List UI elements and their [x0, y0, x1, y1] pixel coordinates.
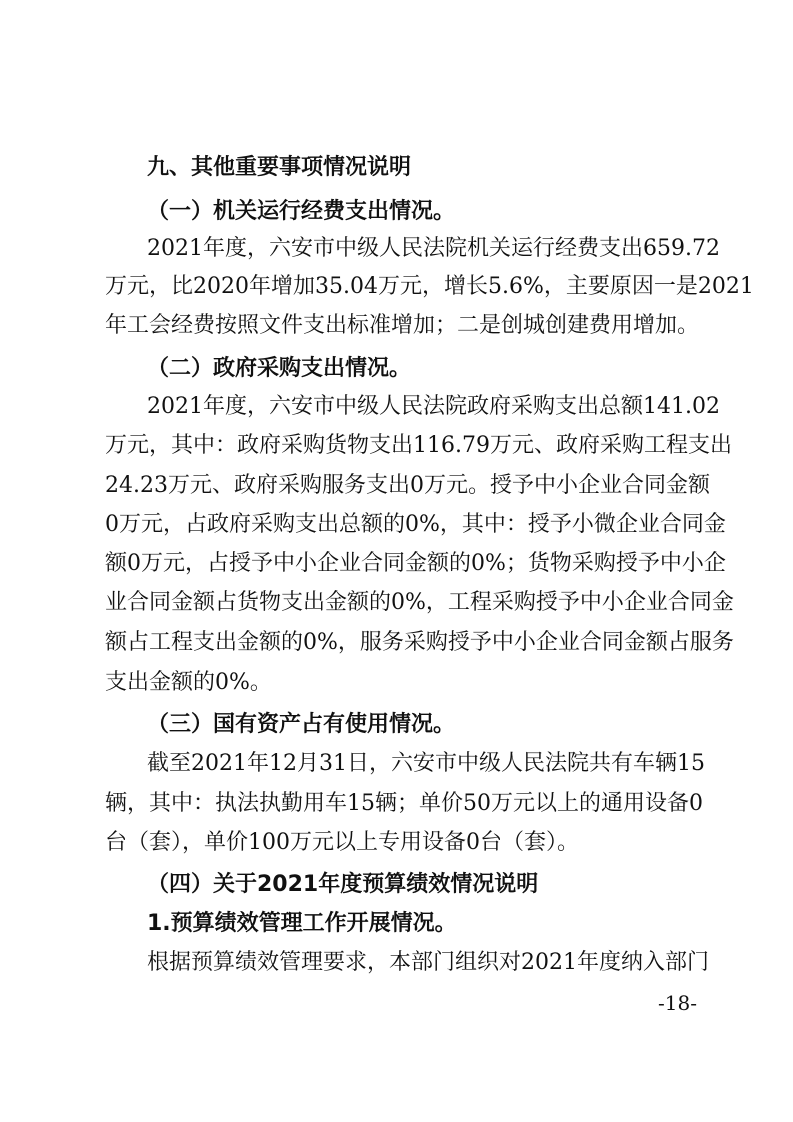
paragraph-line: 万元，其中：政府采购货物支出116.79万元、政府采购工程支出	[105, 433, 732, 458]
paragraph-line: 额0万元，占授予中小企业合同金额的0%；货物采购授予中小企	[105, 551, 726, 576]
section-heading-9: 九、其他重要事项情况说明	[147, 155, 412, 180]
paragraph-line: 万元，比2020年增加35.04万元，增长5.6%，主要原因一是2021	[105, 274, 754, 299]
paragraph-line: 年工会经费按照文件支出标准增加；二是创城创建费用增加。	[105, 313, 700, 338]
paragraph-line: 业合同金额占货物支出金额的0%，工程采购授予中小企业合同金	[105, 590, 734, 615]
paragraph-line: 0万元，占政府采购支出总额的0%，其中：授予小微企业合同金	[105, 512, 726, 537]
paragraph-line: 24.23万元、政府采购服务支出0万元。授予中小企业合同金额	[105, 473, 710, 498]
paragraph-line: 支出金额的0%。	[105, 670, 272, 695]
paragraph-line: 台（套），单价100万元以上专用设备0台（套）。	[105, 830, 579, 855]
paragraph-line: 额占工程支出金额的0%，服务采购授予中小企业合同金额占服务	[105, 630, 734, 655]
subheading-4: （四）关于2021年度预算绩效情况说明	[147, 872, 539, 897]
subheading-3: （三）国有资产占有使用情况。	[147, 712, 456, 737]
paragraph-line: 辆，其中：执法执勤用车15辆；单价50万元以上的通用设备0	[105, 791, 703, 816]
paragraph-line: 2021年度，六安市中级人民法院机关运行经费支出659.72	[147, 236, 720, 261]
page-number: -18-	[658, 991, 697, 1015]
subheading-1: （一）机关运行经费支出情况。	[147, 199, 456, 224]
paragraph-line: 2021年度，六安市中级人民法院政府采购支出总额141.02	[147, 394, 720, 419]
subheading-2: （二）政府采购支出情况。	[147, 356, 412, 381]
paragraph-line: 截至2021年12月31日，六安市中级人民法院共有车辆15	[147, 751, 705, 776]
paragraph-line: 根据预算绩效管理要求，本部门组织对2021年度纳入部门	[147, 950, 709, 975]
subheading-4-1: 1.预算绩效管理工作开展情况。	[147, 911, 457, 936]
